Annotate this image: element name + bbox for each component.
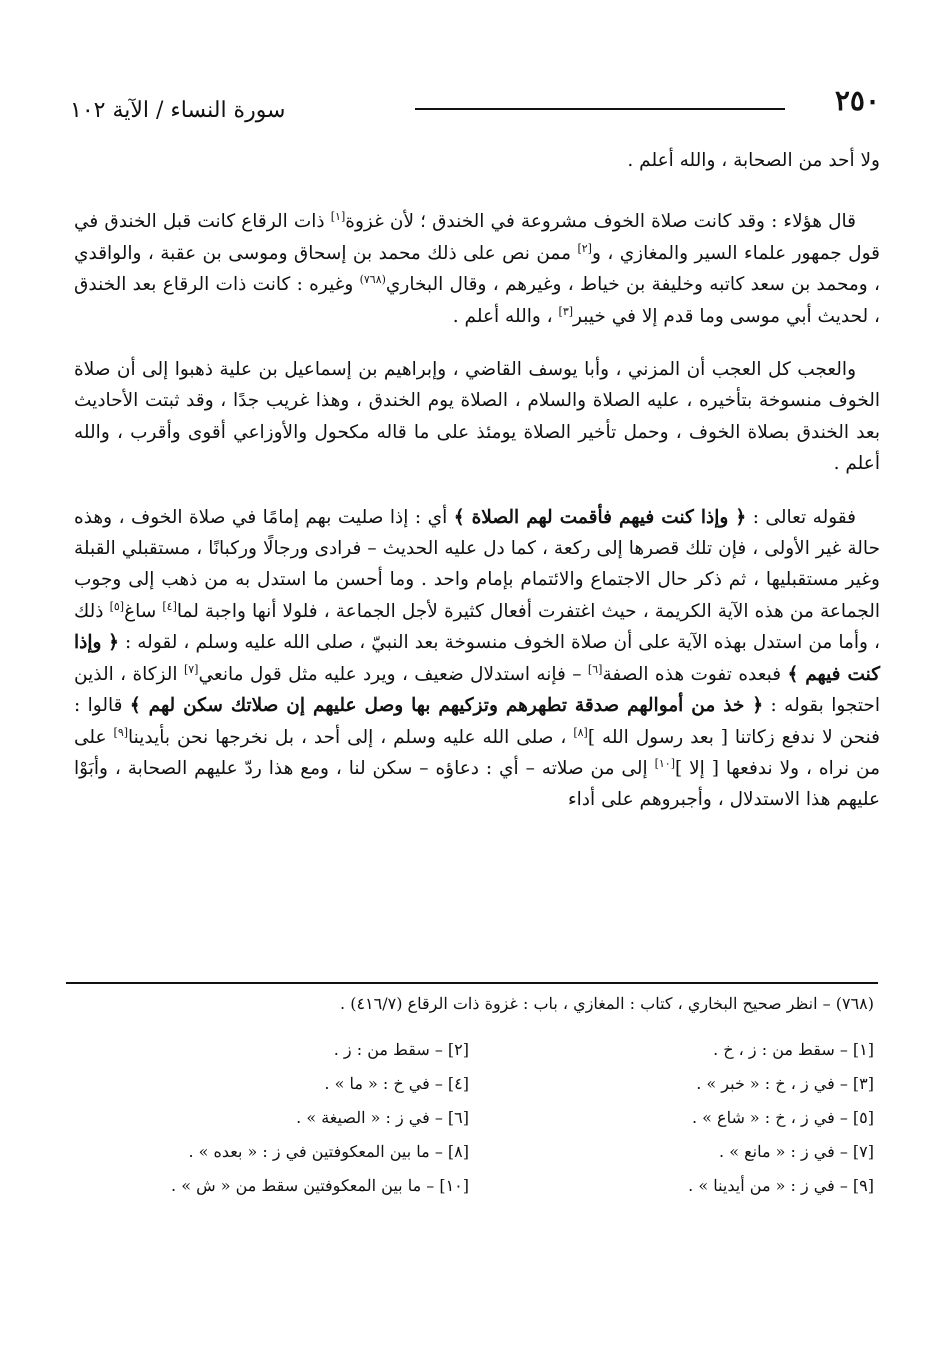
footnotes-list	[74, 1040, 874, 1210]
footnote-row	[74, 1040, 874, 1074]
text-segment: على من نراه ، ولا ندفعها [ إلا ]	[74, 726, 881, 779]
footnote-row	[74, 1108, 874, 1142]
footnote-item: [١] – سقط من : ز ، خ .	[713, 1040, 874, 1059]
header-rule	[415, 108, 785, 110]
footnote-item: [١٠] – ما بين المعكوفتين سقط من « ش » .	[171, 1176, 469, 1195]
footnote-ref: [٢]	[577, 241, 592, 255]
running-title: سورة النساء / الآية ١٠٢	[70, 98, 286, 123]
paragraph-4	[74, 502, 880, 816]
footnote-row	[74, 1142, 874, 1176]
footnote-ref: [١٠]	[654, 756, 675, 770]
text-segment: فبعده تفوت هذه الصفة	[602, 663, 788, 685]
text-segment: قالوا : فنحن لا ندفع زكاتنا [ بعد رسول الله ]	[74, 695, 880, 748]
quran-verse: ﴿ وإذا كنت فيهم ﴾	[74, 632, 880, 685]
footnote-ref: [٦]	[587, 662, 603, 676]
text-segment: ممن نص على ذلك محمد بن إسحاق وموسى بن عقبة ، والواقدي ، ومحمد بن سعد كاتبه وخليفة بن خياط ، وغيرهم ، وقال البخاري	[74, 242, 880, 296]
paragraph-3: والعجب كل العجب أن المزني ، وأبا يوسف القاضي ، وإبراهيم بن إسماعيل بن علية ذهبوا إلى أن صلاة الخوف منسوخة بتأخيره ، عليه الصلاة والسلام ، الصلاة يوم الخندق ، وهذا غريب جدًا ، وقد ثبتت الأحاديث بعد الخندق بصلاة الخوف ، وحمل تأخير الصلاة يومئذ على ما قاله مكحول والأوزاعي أقوى وأقرب ، والله أعلم .	[74, 359, 880, 475]
text-segment: وغيره : كانت ذات الرقاع بعد الخندق ، لحديث أبي موسى وما قدم إلا في خيبر	[74, 274, 880, 327]
footnote-item: [٨] – ما بين المعكوفتين في ز : « بعده » .	[188, 1142, 469, 1161]
footnote-item: [٥] – في ز ، خ : « شاع » .	[691, 1108, 874, 1127]
footnote-ref: [٧]	[183, 662, 199, 676]
text-segment: ذلك ، وأما من استدل بهذه الآية على أن صلاة الخوف منسوخة بعد النبيّ ، صلى الله عليه وسلم ، لقوله :	[74, 600, 881, 654]
paragraph-1: ولا أحد من الصحابة ، والله أعلم .	[627, 150, 880, 171]
quran-verse: ﴿ وإذا كنت فيهم فأقمت لهم الصلاة ﴾	[453, 506, 747, 528]
text-segment: ، صلى الله عليه وسلم ، إلى أحد ، بل نخرجها نحن بأيدينا	[128, 726, 574, 748]
text-segment: إلى من صلاته – أي : دعاؤه – سكن لنا ، ومع هذا ردّ عليهم الصحابة ، وأبَوْا عليهم هذا الاستدلال ، وأجبروهم على أداء	[74, 757, 880, 811]
footnote-item: [٦] – في ز : « الصيغة » .	[296, 1108, 469, 1127]
page-number: ٢٥٠	[834, 84, 880, 117]
footnote-divider	[66, 982, 878, 984]
quran-verse: ﴿ خذ من أموالهم صدقة تطهرهم وتزكيهم بها وصل عليهم إن صلاتك سكن لهم ﴾	[129, 695, 764, 717]
text-segment: قال هؤلاء : وقد كانت صلاة الخوف مشروعة في الخندق ؛ لأن غزوة	[345, 211, 856, 233]
text-segment: – فإنه استدلال ضعيف ، ويرد عليه مثل قول مانعي	[198, 663, 588, 685]
footnote-item: [٢] – سقط من : ز .	[333, 1040, 469, 1059]
text-segment: فقوله تعالى :	[746, 506, 856, 528]
footnote-row	[74, 1176, 874, 1210]
paragraph-2	[74, 206, 880, 332]
footnote-main: (٧٦٨) – انظر صحيح البخاري ، كتاب : المغازي ، باب : غزوة ذات الرقاع (٤١٦/٧) .	[340, 994, 874, 1013]
footnote-item: [٣] – في ز ، خ : « خبر » .	[696, 1074, 874, 1093]
main-text	[74, 145, 880, 816]
text-segment: ، والله أعلم .	[452, 305, 559, 327]
footnote-ref: [٩]	[113, 725, 129, 739]
footnote-ref: [٥]	[109, 599, 125, 613]
footnote-item: [٤] – في خ : « ما » .	[324, 1074, 469, 1093]
text-segment: الزكاة ، الذين احتجوا بقوله :	[74, 663, 880, 717]
footnote-row	[74, 1074, 874, 1108]
text-segment: ذات الرقاع كانت قبل الخندق في قول جمهور علماء السير والمغازي ، و	[74, 211, 880, 264]
footnote-item: [٧] – في ز : « مانع » .	[719, 1142, 874, 1161]
text-segment: ساغ	[124, 600, 163, 622]
footnote-ref: (٧٦٨)	[359, 273, 386, 287]
footnote-item: [٩] – في ز : « من أيدينا » .	[688, 1176, 874, 1195]
footnote-ref: [١]	[330, 210, 346, 224]
footnote-ref: [٨]	[573, 725, 588, 739]
footnote-ref: [٣]	[558, 304, 574, 318]
footnote-ref: [٤]	[162, 599, 177, 613]
page-header	[70, 84, 880, 124]
text-segment: أي : إذا صليت بهم إمامًا في صلاة الخوف ، وهذه حالة غير الأولى ، فإن تلك قصرها إلى ركعة ، كما دل عليه الحديث – فرادى ورجالًا وركبانًا ، مستقبلي القبلة وغير مستقبليها ، ثم ذكر حال الاجتماع والائتمام بإمام واحد . وما أحسن ما استدل به من ذهب إلى وجوب الجماعة من هذه الآية الكريمة ، حيث اغتفرت أفعال كثيرة لأجل الجماعة ، فلولا أنها واجبة لما	[74, 506, 880, 622]
